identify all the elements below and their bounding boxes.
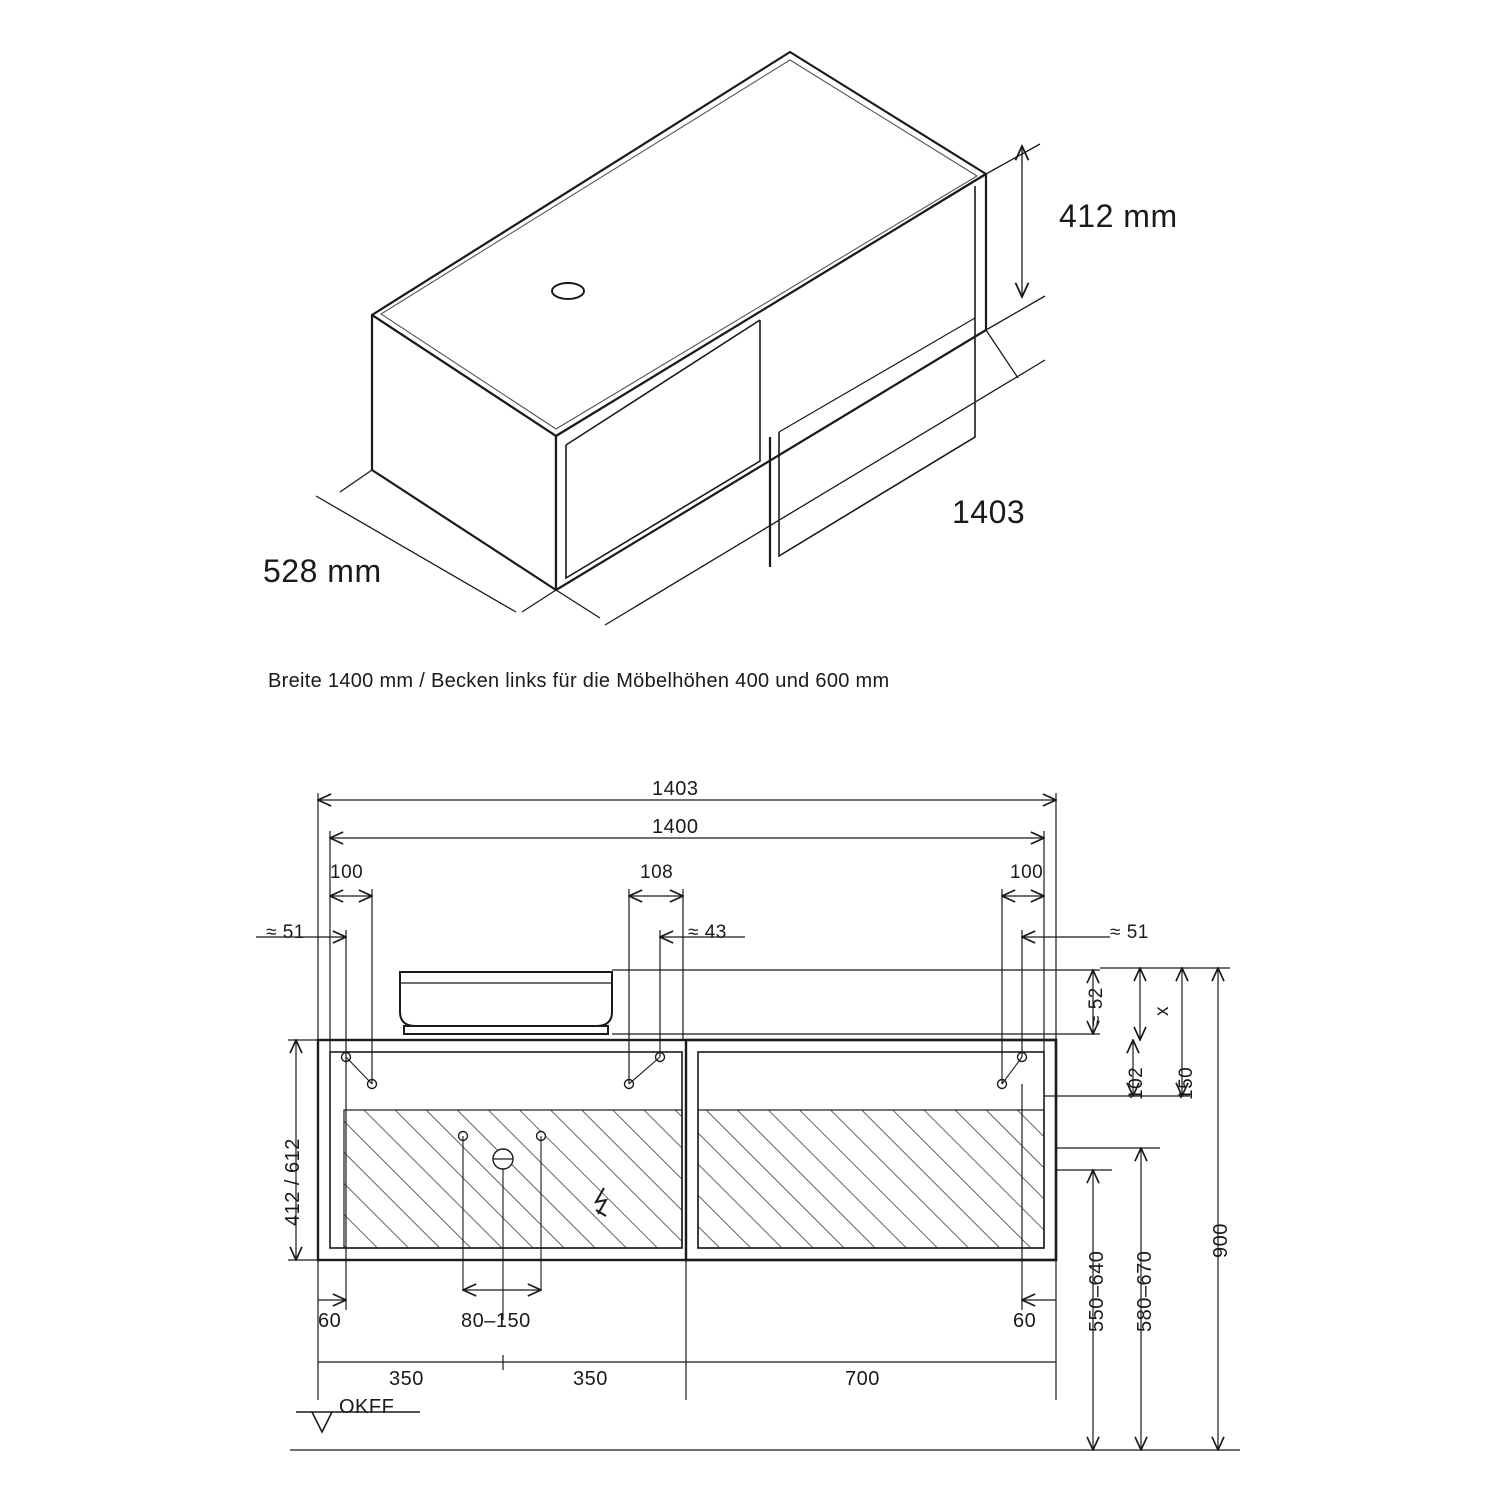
elevation-hatched-zone — [344, 1110, 1044, 1248]
dim-label-approx52: ≈ 52 — [1086, 987, 1107, 1026]
dim-label-150: 150 — [1176, 1066, 1197, 1100]
dim-approx43-center — [660, 930, 745, 1057]
dim-label-1403: 1403 — [652, 778, 699, 800]
iso-depth-label: 528 mm — [263, 553, 382, 589]
dim-label-108-center: 108 — [640, 862, 674, 883]
dim-label-60-left: 60 — [318, 1310, 342, 1332]
iso-width-label: 1403 — [952, 494, 1026, 530]
okff-label: OKFF — [339, 1396, 395, 1418]
dim-label-80-150: 80–150 — [461, 1310, 531, 1332]
dim-label-approx51-left: ≈ 51 — [266, 922, 305, 943]
dim-label-approx43-center: ≈ 43 — [688, 922, 727, 943]
dim-150 — [1100, 968, 1230, 1096]
dim-label-approx51-right: ≈ 51 — [1110, 922, 1149, 943]
dim-approx52-basin — [612, 970, 1100, 1034]
dim-label-900: 900 — [1210, 1223, 1232, 1258]
dim-label-seg2-350: 350 — [573, 1368, 608, 1390]
drawing-caption: Breite 1400 mm / Becken links für die Möbelhöhen 400 und 600 mm — [268, 670, 890, 692]
iso-height-dimension — [986, 144, 1045, 330]
dim-label-100-right: 100 — [1010, 862, 1044, 883]
elevation-basin — [400, 972, 612, 1034]
dim-label-100-left: 100 — [330, 862, 364, 883]
dim-approx51-left — [256, 930, 346, 1057]
dim-102 — [1044, 1040, 1190, 1096]
dim-label-102: 102 — [1126, 1066, 1147, 1100]
dim-label-1400: 1400 — [652, 816, 699, 838]
dim-label-x: x — [1152, 1006, 1173, 1016]
dim-label-60-right: 60 — [1013, 1310, 1037, 1332]
dim-label-550-640: 550–640 — [1086, 1250, 1108, 1332]
dim-label-580-670: 580–670 — [1134, 1250, 1156, 1332]
dim-100-left — [330, 889, 372, 1084]
iso-height-label: 412 mm — [1059, 198, 1178, 234]
dim-label-412-612: 412 / 612 — [282, 1138, 304, 1226]
dim-label-seg3-700: 700 — [845, 1368, 880, 1390]
dim-label-seg1-350: 350 — [389, 1368, 424, 1390]
